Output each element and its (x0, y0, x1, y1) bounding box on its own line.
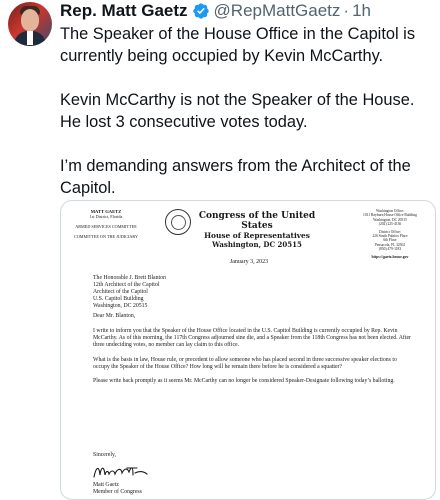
address-line: 12th Architect of the Capitol (93, 282, 160, 288)
letter-paragraph: What is the basis in law, House rule, or precedent to allow someone who has placed second in three successive speaker elections to occupy the Speaker of the House Office? How long will he remain there before he is considered a squatter? (93, 356, 397, 370)
signature-icon (91, 461, 151, 483)
address-line: Washington, DC 20515 (93, 303, 148, 309)
avatar[interactable] (8, 2, 52, 46)
tweet-paragraph: The Speaker of the House Office in the Capitol is currently being occupied by Kevin McCarthy. (60, 25, 416, 65)
letter-body (93, 328, 413, 392)
letter-closing: Sincerely, (93, 452, 116, 458)
letter-paragraph: I write to inform you that the Speaker of the House Office located in the U.S. Capitol Building is currently occupied by Rep. Kevin McCarthy. As of this morning, the 117th Congress adjourned sine die, and a Speaker from the 118th Congress has not been elected. After three undeciding votes, no member can lay claim to this office. (93, 328, 411, 349)
letterhead-center (189, 211, 325, 249)
separator-dot: · (343, 1, 350, 20)
signer-block (93, 482, 142, 496)
address-line: Architect of the Capitol (93, 289, 148, 295)
dc-office-phone: (202) 225-4136 (378, 222, 402, 227)
district-office-line: 226 South Palafox Place (372, 234, 408, 239)
tweet-paragraph: I’m demanding answers from the Architect of the Capitol. (60, 157, 411, 197)
letterhead-house: House of Representatives (204, 231, 310, 240)
dc-office-line: Washington, DC 20515 (373, 217, 407, 222)
rep-name: MATT GAETZ (90, 209, 122, 214)
signer-title: Member of Congress (93, 489, 142, 495)
letterhead-left (71, 209, 141, 239)
rep-district: 1st District, Florida (89, 214, 123, 219)
signer-name: Matt Gaetz (93, 482, 119, 488)
tweet-timestamp[interactable]: 1h (352, 1, 371, 20)
district-office-line: 6th Floor (383, 238, 397, 243)
verified-badge-icon (192, 2, 210, 20)
district-office-title: District Office: (379, 229, 401, 234)
address-line: U.S. Capitol Building (93, 296, 144, 302)
author-name[interactable]: Rep. Matt Gaetz (60, 1, 188, 20)
committee-judiciary: COMMITTEE ON THE JUDICIARY (73, 234, 138, 239)
letter-image[interactable] (60, 200, 436, 500)
congress-seal-icon (165, 209, 191, 235)
tweet-text (60, 23, 438, 221)
letter-date: January 3, 2023 (229, 259, 269, 265)
author-handle[interactable]: @RepMattGaetz (213, 1, 341, 20)
dc-office-line: 1011 Rayburn House Office Building (363, 213, 417, 218)
website-url: https://gaetz.house.gov (371, 254, 409, 259)
committee-armed-services: ARMED SERVICES COMMITTEE (75, 224, 137, 229)
tweet-paragraph: Kevin McCarthy is not the Speaker of the House. He lost 3 consecutive votes today. (60, 91, 415, 131)
address-line: The Honorable J. Brett Blanton (93, 275, 166, 281)
letterhead-right (353, 209, 427, 259)
district-office-line: Pensacola, FL 32502 (374, 242, 406, 247)
letter-paragraph: Please write back promptly as it seems Mr. McCarthy can no longer be considered Speaker-Designate following today’s balloting. (93, 378, 395, 385)
letterhead-city: Washington, DC 20515 (212, 240, 302, 249)
recipient-address (93, 275, 166, 310)
salutation: Dear Mr. Blanton, (93, 313, 136, 319)
dc-office-title: Washington Office: (375, 209, 405, 213)
district-office-phone: (850) 479-1183 (378, 247, 402, 252)
tweet-header (60, 0, 371, 22)
letterhead-congress: Congress of the United States (198, 211, 316, 231)
